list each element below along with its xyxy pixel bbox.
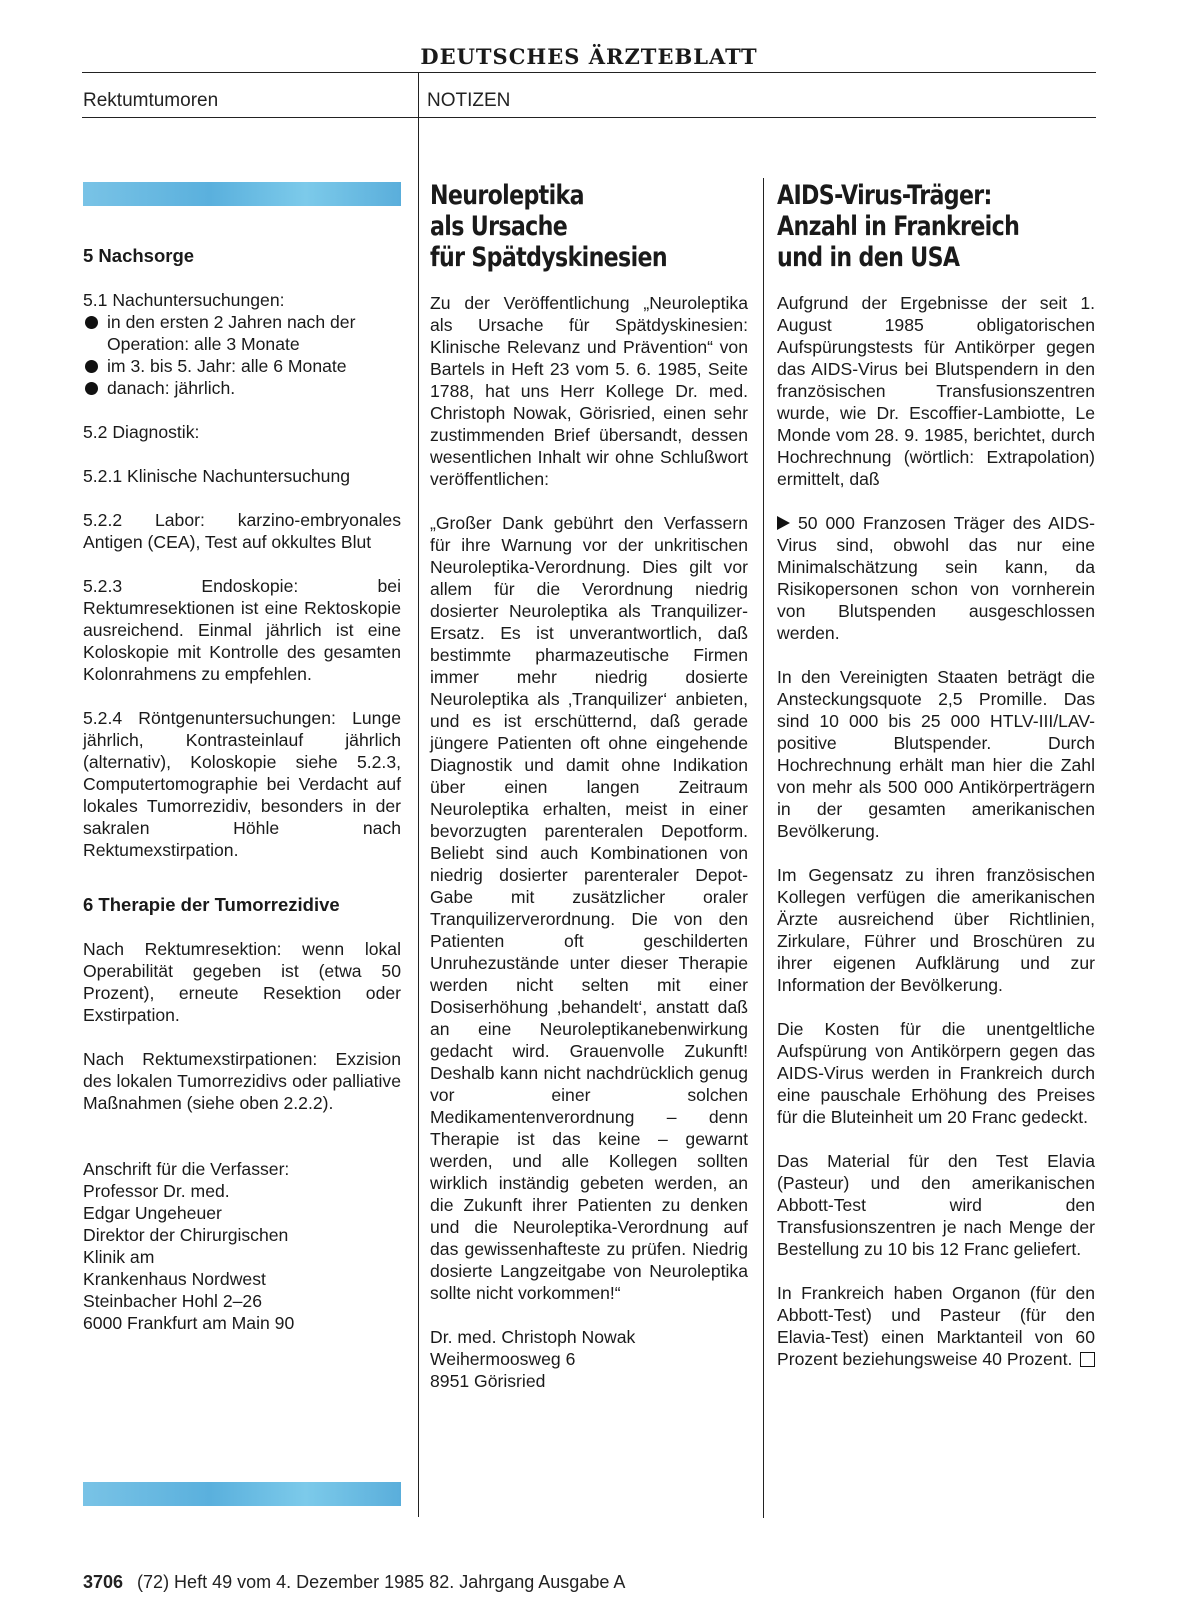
article-paragraph: 50 000 Franzosen Träger des AIDS-Virus sind, obwohl das nur eine Minimalschätzung sein kann, da Risikopersonen schon von vornherein von Blutspenden ausgeschlossen werden. (777, 513, 1095, 643)
section-label-right: NOTIZEN (427, 90, 511, 111)
middle-column (430, 292, 748, 1392)
paragraph-5-2-3: 5.2.3 Endoskopie: bei Rektumresektionen ist eine Rektoskopie ausreichend. Einmal jährlich ist eine Koloskopie mit Kontrolle des gesamten Kolonrahmens zu empfehlen. (83, 576, 401, 684)
page-footer (83, 1572, 625, 1593)
letter-signature: Dr. med. Christoph Nowak Weihermoosweg 6 8951 Görisried (430, 1327, 636, 1391)
left-column (83, 245, 401, 1334)
letter-quote: „Großer Dank gebührt den Verfassern für ihre Warnung vor der unkritischen Neuroleptika-Verordnung. Dies gilt vor allem für die Verordnung niedrig dosierter Neuroleptika als Tranquilizer-Ersatz. Es ist unverantwortlich, daß bestimmte pharmazeutische Firmen immer mehr niedrig dosierte Neuroleptika als ‚Tranquilizer‘ anbieten, und es ist erschütternd, daß gerade jüngere Patienten oft ohne eingehende Diagnostik und damit ohne Indikation über einen langen Zeitraum Neuroleptika erhalten, meist in einer bevorzugten parenteralen Depotform. Beliebt sind auch Kombinationen von niedrig dosierter parenteraler Depot-Gabe mit zusätzlicher oraler Tranquilizerverordnung. Die von den Patienten oft geschilderten Unruhezustände unter dieser Therapie werden nicht selten mit einer Dosiserhöhung ‚behandelt‘, anstatt daß an eine Neuroleptikanebenwirkung gedacht wird. Grauenvolle Zukunft! Deshalb kann nicht nachdrücklich genug vor einer solchen Medikamentenverordnung – denn Therapie ist das keine – gewarnt werden, und alle Kollegen sollten wirklich inständig gebeten werden, an die Zukunft ihrer Patienten zu denken und die Neuroleptika-Verordnung auf das gewissenhafteste zu prüfen. Niedrig dosierte Langzeitgabe von Neuroleptika sollte nicht vorkommen!“ (430, 513, 748, 1303)
article-paragraph: Zu der Veröffentlichung „Neuroleptika als Ursache für Spätdyskinesien: Klinische Relevanz und Prävention“ von Bartels in Heft 23 vom 5. 6. 1985, Seite 1788, hat uns Herr Kollege Dr. med. Christoph Nowak, Görisried, einen sehr zustimmenden Brief übersandt, dessen wesentlichen Inhalt wir ohne Schlußwort veröffentlichen: (430, 293, 748, 489)
paragraph-6-a: Nach Rektumresektion: wenn lokal Operabilität gegeben ist (etwa 50 Prozent), erneute Resektion oder Exstirpation. (83, 939, 401, 1025)
column-divider-2 (763, 178, 764, 1518)
paragraph-5-2-2: 5.2.2 Labor: karzino-embryonales Antigen (CEA), Test auf okkultes Blut (83, 510, 401, 552)
decorative-blue-bar-top (83, 182, 401, 206)
bullet-item: im 3. bis 5. Jahr: alle 6 Monate (83, 355, 401, 377)
column-divider (418, 72, 419, 1517)
article-headline-aids: AIDS-Virus-Träger: Anzahl in Frankreich und in den USA (777, 180, 1020, 273)
author-address: Anschrift für die Verfasser: Professor Dr. med. Edgar Ungeheuer Direktor der Chirurgischen Klinik am Krankenhaus Nordwest Steinbacher Hohl 2–26 6000 Frankfurt am Main 90 (83, 1159, 295, 1333)
article-paragraph: Im Gegensatz zu ihren französischen Kollegen verfügen die amerikanischen Ärzte ausreichend über Richtlinien, Zirkulare, Führer und Broschüren zu ihrer eigenen Aufklärung und zur Information der Bevölkerung. (777, 865, 1095, 995)
bullet-icon (85, 316, 98, 329)
paragraph-5-2: 5.2 Diagnostik: (83, 422, 200, 442)
bullet-icon (85, 360, 98, 373)
arrow-right-icon (777, 516, 790, 530)
article-paragraph: In Frankreich haben Organon (für den Abbott-Test) und Pasteur (für den Elavia-Test) einen Marktanteil von 60 Prozent beziehungsweise 40 Prozent. (777, 1283, 1095, 1369)
article-paragraph: Das Material für den Test Elavia (Pasteur) und den amerikanischen Abbott-Test wird den Transfusionszentren je nach Menge der Bestellung zu 10 bis 12 Franc geliefert. (777, 1151, 1095, 1259)
article-paragraph: Die Kosten für die unentgeltliche Aufspürung von Antikörpern gegen das AIDS-Virus werden in Frankreich durch eine pauschale Erhöhung des Preises für die Bluteinheit um 20 Franc gedeckt. (777, 1019, 1095, 1127)
page-number: 3706 (83, 1572, 124, 1592)
bullet-item: in den ersten 2 Jahren nach der Operation: alle 3 Monate (83, 311, 401, 355)
issue-info: (72) Heft 49 vom 4. Dezember 1985 82. Jahrgang Ausgabe A (137, 1572, 626, 1592)
end-of-article-icon (1080, 1352, 1095, 1367)
section-label-left: Rektumtumoren (83, 90, 219, 111)
paragraph-5-2-1: 5.2.1 Klinische Nachuntersuchung (83, 466, 351, 486)
article-paragraph: In den Vereinigten Staaten beträgt die Ansteckungsquote 2,5 Promille. Das sind 10 000 bis 25 000 HTLV-III/LAV-positive Blutspender. Durch Hochrechnung erhält man hier die Zahl von mehr als 500 000 Antikörperträgern in der gesamten amerikanischen Bevölkerung. (777, 667, 1095, 841)
bullet-icon (85, 382, 98, 395)
right-column (777, 292, 1095, 1392)
paragraph-5-2-4: 5.2.4 Röntgenuntersuchungen: Lunge jährlich, Kontrasteinlauf jährlich (alternativ), Koloskopie siehe 5.2.3, Computertomographie bei Verdacht auf lokales Tumorrezidiv, besonders in der sakralen Höhle nach Rektumexstirpation. (83, 708, 401, 860)
section-heading-5: 5 Nachsorge (83, 245, 195, 266)
bullet-item: danach: jährlich. (83, 377, 401, 399)
masthead: DEUTSCHES ÄRZTEBLATT (420, 44, 758, 69)
paragraph-6-b: Nach Rektumexstirpationen: Exzision des lokalen Tumorrezidivs oder palliative Maßnahmen (siehe oben 2.2.2). (83, 1049, 401, 1113)
article-paragraph: Aufgrund der Ergebnisse der seit 1. August 1985 obligatorischen Aufspürungstests für Antikörper gegen das AIDS-Virus bei Blutspendern in den französischen Transfusionszentren wurde, wie Dr. Escoffier-Lambiotte, Le Monde vom 28. 9. 1985, berichtet, durch Hochrechnung (wörtlich: Extrapolation) ermittelt, daß (777, 293, 1095, 489)
article-headline-neuroleptika: Neuroleptika als Ursache für Spätdyskinesien (430, 180, 667, 273)
section-heading-6: 6 Therapie der Tumorrezidive (83, 894, 340, 915)
decorative-blue-bar-bottom (83, 1482, 401, 1506)
header-rule (82, 72, 1096, 73)
paragraph-5-1: 5.1 Nachuntersuchungen: (83, 290, 285, 310)
section-rule (82, 117, 1096, 118)
